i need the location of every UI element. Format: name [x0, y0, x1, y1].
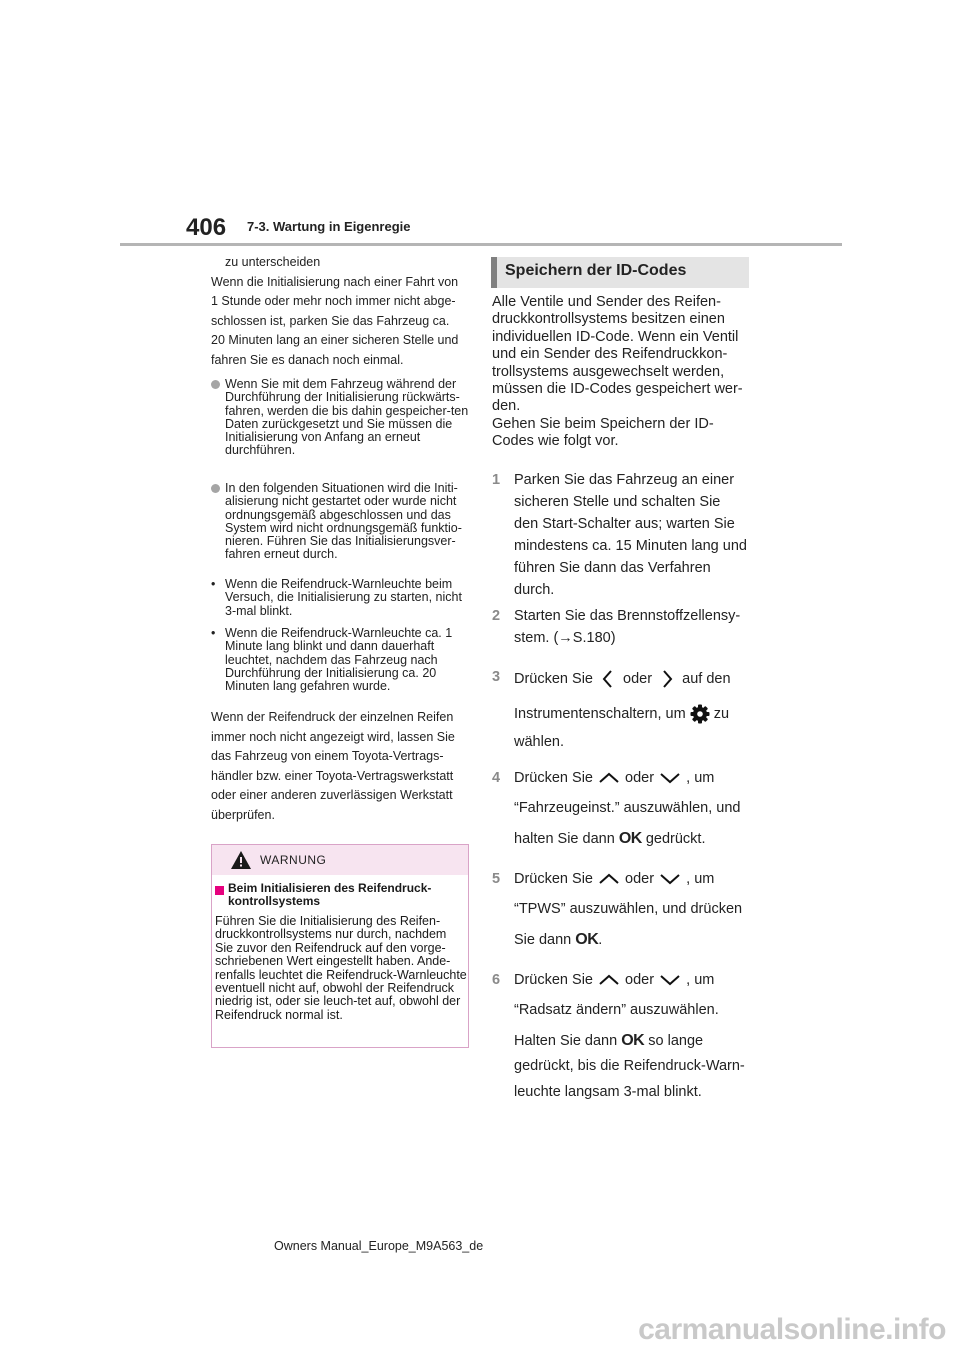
text-line: Gehen Sie beim Speichern der ID-	[492, 415, 714, 432]
warning-title: WARNUNG	[260, 853, 327, 867]
step-text: sicheren Stelle und schalten Sie	[514, 494, 721, 510]
sub-bullet-marker: •	[211, 626, 216, 640]
step-text: führen Sie dann das Verfahren	[514, 560, 711, 576]
step-number: 2	[492, 608, 501, 624]
step-text: oder	[623, 670, 653, 687]
sub-bullet-marker: •	[211, 577, 216, 591]
chevron-down-icon	[658, 871, 682, 887]
step-text: , um	[686, 770, 715, 786]
chevron-left-icon	[597, 669, 619, 689]
step-line	[514, 669, 731, 689]
step-text: leuchte langsam 3-mal blinkt.	[514, 1084, 702, 1100]
step-number: 4	[492, 770, 501, 786]
text-line: Alle Ventile und Sender des Reifen-	[492, 294, 721, 310]
step-text: “Radsatz ändern” auszuwählen.	[514, 1002, 719, 1018]
ok-button-icon: OK	[575, 931, 599, 948]
step-line	[514, 1032, 703, 1050]
step-number: 3	[492, 669, 501, 685]
section-title: 7-3. Wartung in Eigenregie	[247, 219, 411, 234]
step-text: oder	[625, 770, 655, 786]
warning-box	[211, 844, 469, 1048]
text-line: das Fahrzeug von einem Toyota-Vertrags-	[211, 749, 444, 763]
step-text: Drücken Sie	[514, 871, 593, 887]
text-line: individuellen ID-Code. Wenn ein Ventil	[492, 328, 739, 345]
ok-button-icon: OK	[618, 830, 642, 847]
step-text: Sie dann	[514, 932, 572, 948]
text-line: den.	[492, 398, 521, 415]
step-4	[492, 770, 752, 856]
step-1	[492, 472, 752, 604]
text-line: druckkontrollsystems besitzen einen	[492, 311, 725, 328]
step-text: “TPWS” auszuwählen, und drücken	[514, 901, 743, 917]
chevron-up-icon	[597, 871, 621, 887]
ok-button-icon: OK	[621, 1032, 645, 1049]
bullet-item	[211, 378, 471, 474]
step-text: , um	[686, 871, 715, 887]
sub-bullet-text: Wenn die Reifendruck-Warnleuchte beim Versuch, die Initialisierung zu starten, nicht 3-mal blinkt.	[225, 577, 462, 618]
step-line	[514, 871, 714, 887]
step-line	[514, 931, 602, 949]
bullet-dot-icon	[211, 380, 220, 389]
step-number: 6	[492, 972, 501, 988]
step-text: stem. (→S.180)	[514, 630, 616, 646]
step-text: , um	[686, 972, 715, 988]
step-text: oder	[625, 871, 655, 887]
footer-doc-id: Owners Manual_Europe_M9A563_de	[274, 1239, 484, 1253]
text-line: und ein Sender des Reifendruckkon-	[492, 346, 728, 363]
text-line: überprüfen.	[211, 807, 275, 822]
step-text: Parken Sie das Fahrzeug an einer	[514, 472, 735, 488]
step-text: den Start-Schalter aus; warten Sie	[514, 516, 735, 532]
step-text: .	[598, 932, 603, 948]
gear-icon	[690, 704, 710, 724]
step-6	[492, 972, 752, 1104]
step-text: Drücken Sie	[514, 770, 593, 786]
chevron-right-icon	[656, 669, 678, 689]
text-line: schlossen ist, parken Sie das Fahrzeug ca.	[211, 313, 450, 328]
step-text: Drücken Sie	[514, 670, 593, 687]
text-line: müssen die ID-Codes gespeichert wer-	[492, 381, 743, 398]
step-text: Halten Sie dann	[514, 1033, 618, 1049]
step-2	[492, 608, 752, 652]
text-line: 1 Stunde oder mehr noch immer nicht abge-	[211, 294, 456, 308]
closing-paragraph	[211, 708, 471, 825]
step-text: mindestens ca. 15 Minuten lang und	[514, 538, 747, 554]
step-line	[514, 770, 714, 786]
step-text: gedrückt.	[645, 831, 706, 847]
step-text: wählen.	[514, 734, 564, 750]
step-text: Drücken Sie	[514, 972, 593, 988]
step-text: so lange	[648, 1033, 704, 1049]
step-number: 1	[492, 472, 501, 488]
warning-header	[212, 845, 468, 875]
step-3	[492, 669, 752, 755]
step-line	[514, 704, 729, 724]
text-line: 20 Minuten lang an einer sicheren Stelle und	[211, 333, 459, 347]
step-text: durch.	[514, 582, 555, 598]
step-text: gedrückt, bis die Reifendruck-Warn-	[514, 1058, 745, 1074]
text-line: immer noch nicht angezeigt wird, lassen Sie	[211, 729, 455, 744]
text-line: fahren Sie es danach noch einmal.	[211, 352, 404, 367]
step-text: auf den	[682, 670, 731, 687]
intro-paragraph	[211, 253, 471, 370]
step-line	[514, 830, 706, 848]
bullet-text: Wenn Sie mit dem Fahrzeug während der Durchführung der Initialisierung rückwärts-fahren, werden die bis dahin gespeicher-ten Daten zurückgesetzt und Sie müssen die Initialisierung von Anfang an erneut durchführen.	[225, 377, 469, 458]
sub-bullet-text: Wenn die Reifendruck-Warnleuchte ca. 1 Minute lang blinkt und dann dauerhaft leuchtet, nachdem das Fahrzeug nach Durchführung der Initialisierung ca. 20 Minuten lang gefahren wurde.	[225, 626, 453, 694]
watermark: carmanualsonline.info	[638, 1313, 946, 1346]
warning-body: Führen Sie die Initialisierung des Reifen-druckkontrollsystems nur durch, nachdem Sie zuvor den Reifendruck auf den vorge-schriebenen Wert eingestellt haben. Ande-renfalls leuchtet die Reifendruck-Warnleuchte eventuell nicht auf, obwohl der Reifendruck niedrig ist, oder sie leuch-tet auf, obwohl der Reifendruck normal ist.	[215, 914, 467, 1022]
heading-accent-bar	[491, 257, 497, 288]
chevron-down-icon	[658, 972, 682, 988]
step-text: oder	[625, 972, 655, 988]
bullet-dot-icon	[211, 484, 220, 493]
page-number: 406	[186, 214, 227, 241]
warning-heading: Beim Initialisieren des Reifendruck-kontrollsystems	[228, 881, 432, 909]
text-line: Wenn die Initialisierung nach einer Fahrt von	[211, 274, 459, 289]
step-text: Starten Sie das Brennstoffzellensy-	[514, 608, 741, 624]
text-line: Codes wie folgt vor.	[492, 433, 619, 450]
section-heading	[491, 257, 749, 288]
step-5	[492, 871, 752, 957]
text-line: Wenn der Reifendruck der einzelnen Reifen	[211, 710, 454, 724]
text-line: zu unterscheiden	[225, 255, 321, 269]
section-heading-title: Speichern der ID-Codes	[505, 262, 687, 279]
chevron-up-icon	[597, 972, 621, 988]
step-text: “Fahrzeugeinst.” auszuwählen, und	[514, 800, 741, 816]
step-line	[514, 972, 714, 988]
bullet-item	[211, 482, 471, 578]
step-text: halten Sie dann	[514, 831, 615, 847]
step-number: 5	[492, 871, 501, 887]
text-line: händler bzw. einer Toyota-Vertragswerkstatt	[211, 768, 454, 783]
text-line: oder einer anderen zuverlässigen Werkstatt	[211, 788, 453, 802]
header-divider	[120, 243, 842, 246]
bullet-text: In den folgenden Situationen wird die Initi-alisierung nicht gestartet oder wurde nicht ordnungsgemäß abgeschlossen und das System wird nicht ordnungsgemäß funktio-nieren. Führen Sie das Initialisierungsver-fahren erneut durch.	[225, 481, 462, 562]
chevron-down-icon	[658, 770, 682, 786]
chevron-up-icon	[597, 770, 621, 786]
step-text: zu	[713, 705, 730, 722]
text-line: trollsystems ausgewechselt werden,	[492, 363, 725, 380]
id-codes-intro	[492, 294, 750, 451]
step-text: Instrumentenschaltern, um	[514, 705, 686, 722]
warning-triangle-icon	[230, 850, 252, 870]
square-bullet-icon	[215, 886, 224, 895]
